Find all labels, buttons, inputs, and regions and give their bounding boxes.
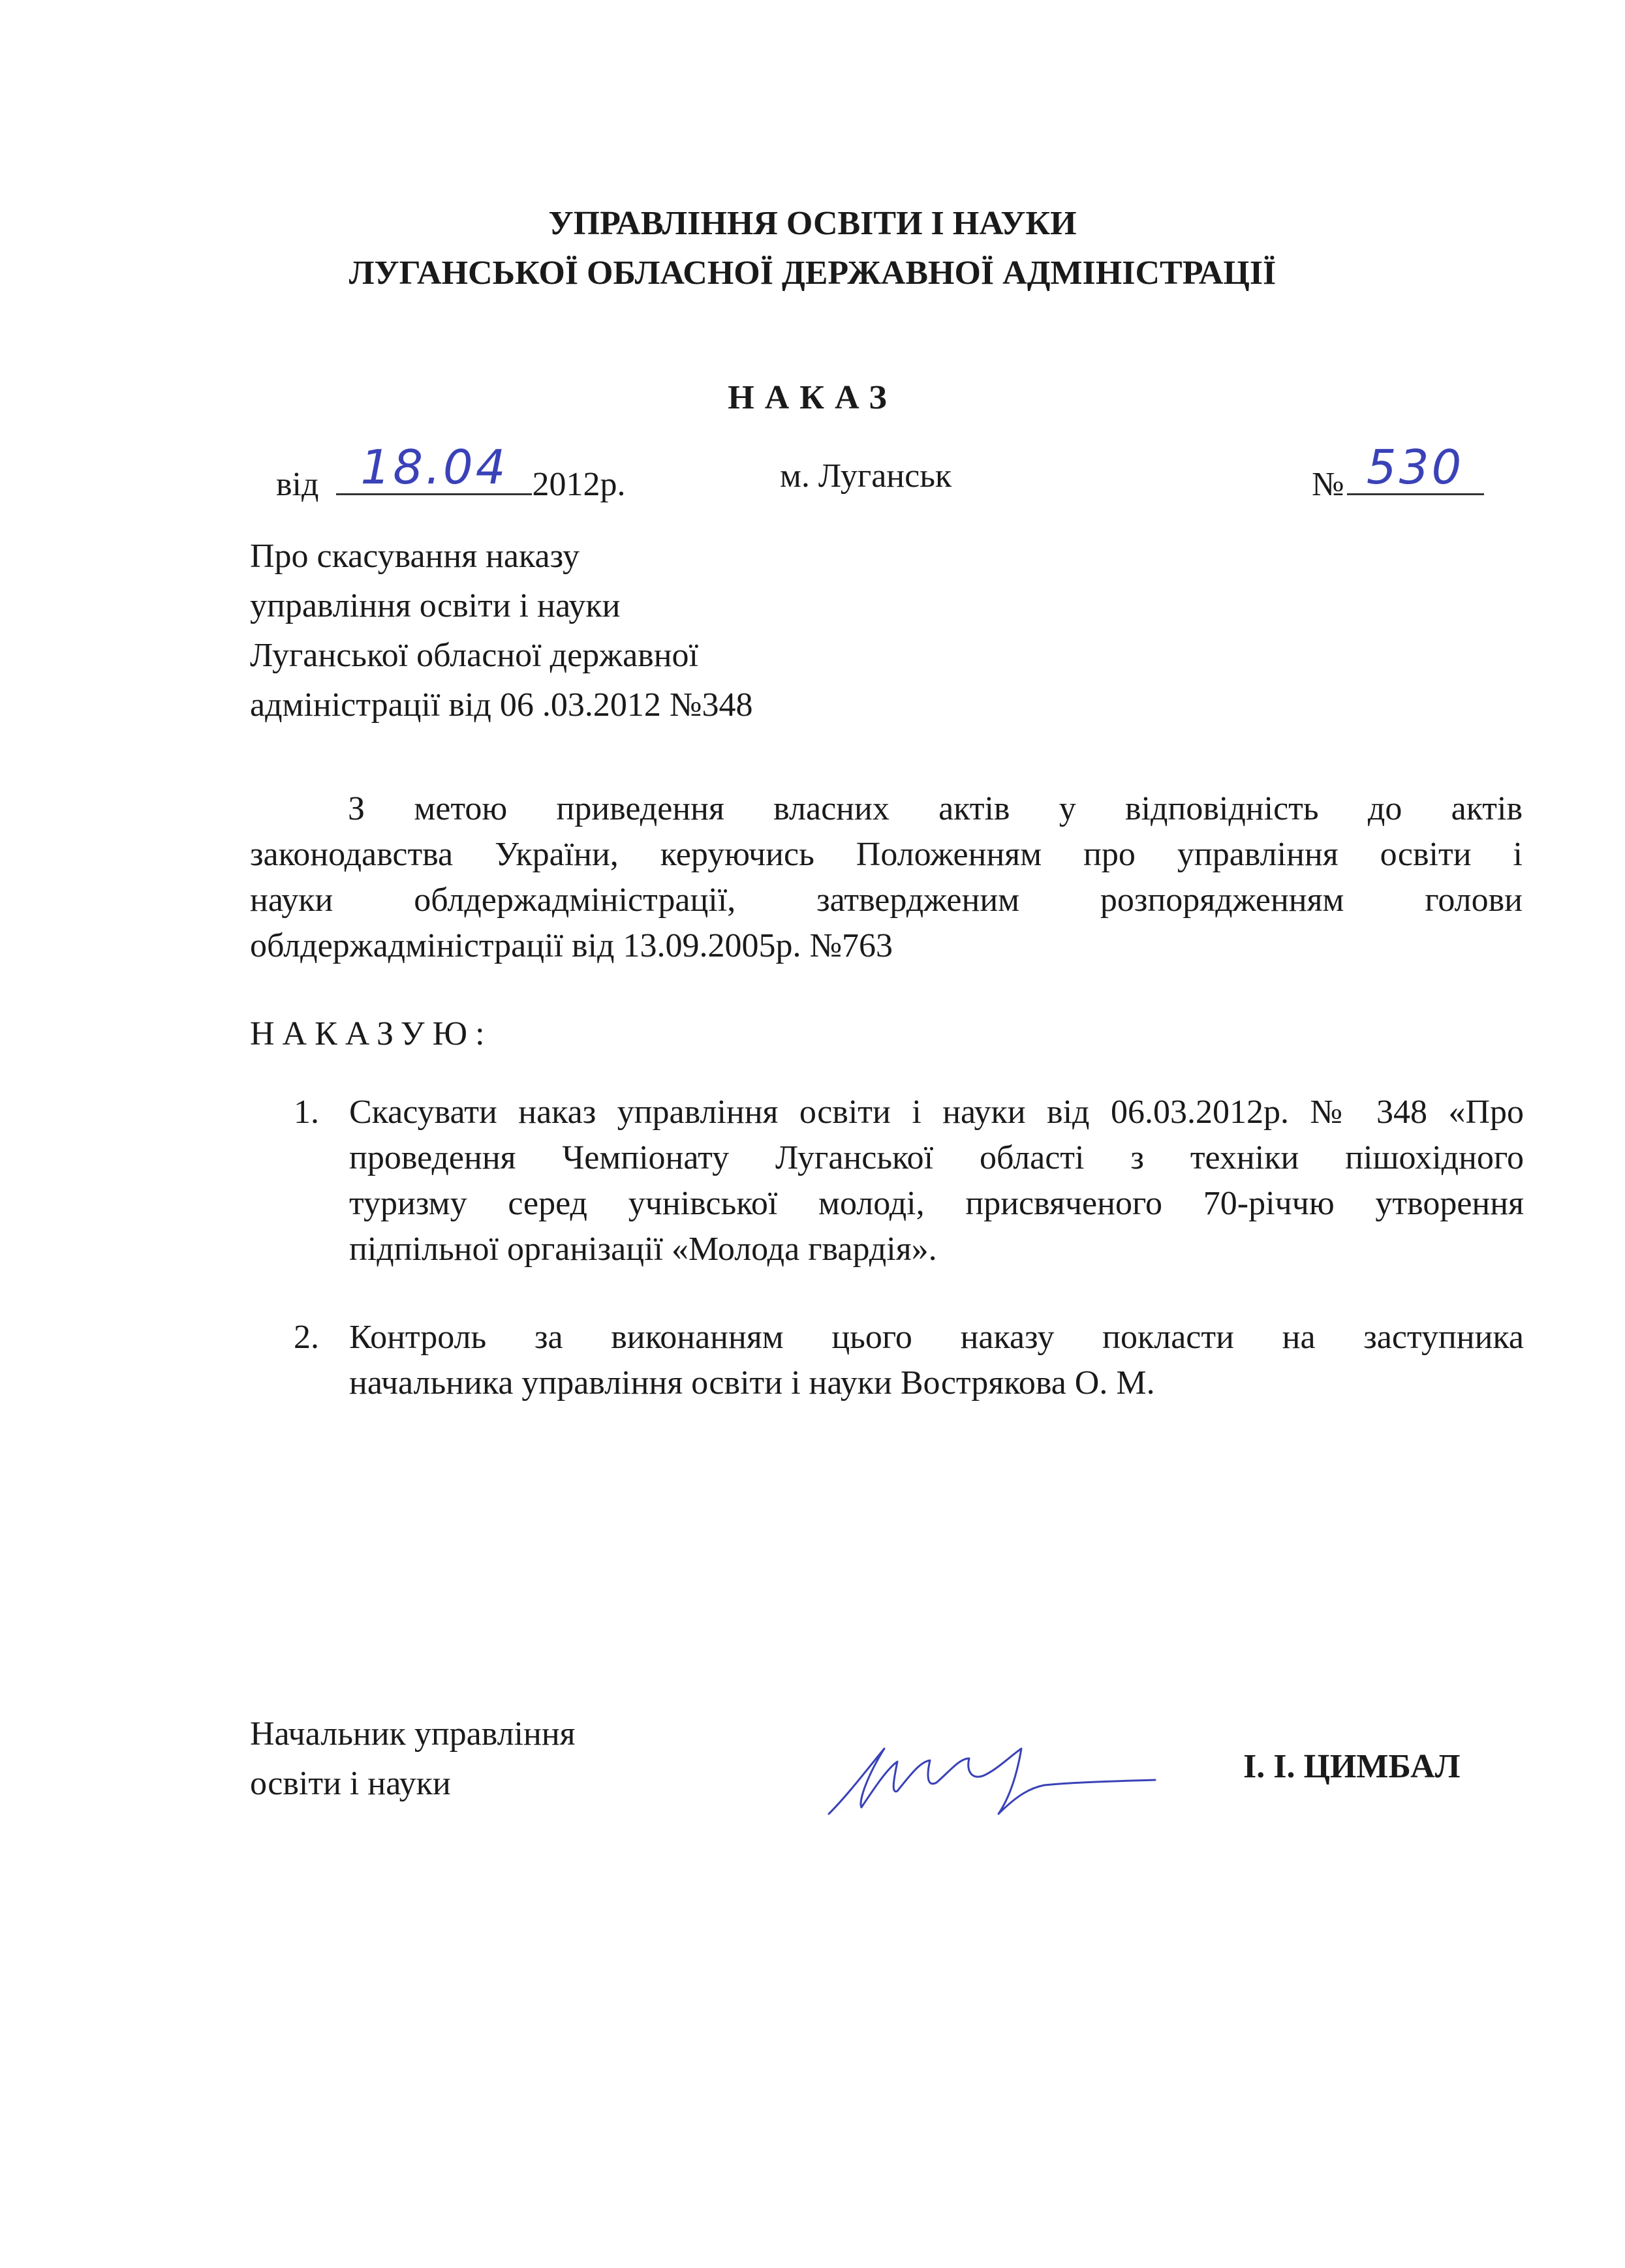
position-line: Начальник управління — [250, 1715, 576, 1753]
org-header-line1: УПРАВЛІННЯ ОСВІТИ І НАУКИ — [548, 205, 1077, 242]
position-line: освіти і науки — [250, 1765, 451, 1802]
handwritten-signature — [822, 1723, 1162, 1827]
order-item — [294, 1090, 1524, 1272]
number-label: № — [1312, 466, 1344, 503]
item-text — [349, 1090, 1524, 1272]
subject-line: адміністрації від 06 .03.2012 №348 — [250, 686, 753, 724]
handwritten-number: 530 — [1366, 440, 1464, 495]
date-year: 2012р. — [532, 466, 626, 503]
signatory-position — [250, 1709, 576, 1809]
handwritten-date: 18.04 — [360, 440, 508, 495]
item-line: туризму серед учнівської молоді, присвяченого 70-річчю утворення — [349, 1185, 1524, 1222]
item-number: 1. — [294, 1094, 319, 1131]
preamble-line: науки облдержадміністрації, затвердженим розпорядженням голови — [250, 881, 1523, 919]
order-word: НАКАЗУЮ: — [250, 1015, 493, 1052]
preamble-line: З метою приведення власних актів у відповідність до актів — [348, 790, 1523, 827]
subject-block — [250, 532, 752, 730]
org-header — [0, 199, 1625, 298]
preamble — [250, 786, 1523, 969]
document-title: НАКАЗ — [728, 379, 897, 416]
item-line: Контроль за виконанням цього наказу покласти на заступника — [349, 1319, 1524, 1356]
org-header-line2: ЛУГАНСЬКОЇ ОБЛАСНОЇ ДЕРЖАВНОЇ АДМІНІСТРАЦІЇ — [348, 254, 1277, 292]
subject-line: Про скасування наказу — [250, 538, 580, 575]
subject-line: Луганської обласної державної — [250, 637, 698, 674]
item-text — [349, 1315, 1524, 1406]
preamble-line: облдержадміністрації від 13.09.2005р. №763 — [250, 927, 893, 964]
date-line — [276, 440, 626, 504]
item-number: 2. — [294, 1319, 319, 1356]
preamble-line: законодавства України, керуючись Положенням про управління освіти і — [250, 836, 1523, 873]
date-blank — [336, 440, 532, 495]
city: м. Луганськ — [780, 457, 952, 495]
item-line: підпільної організації «Молода гвардія». — [349, 1231, 937, 1268]
item-line: Скасувати наказ управління освіти і науки від 06.03.2012р. № 348 «Про — [349, 1094, 1524, 1131]
date-label: від — [276, 466, 319, 503]
order-item — [294, 1315, 1524, 1406]
item-line: проведення Чемпіонату Луганської області з техніки пішохідного — [349, 1139, 1524, 1176]
number-blank — [1347, 440, 1484, 495]
number-line — [1312, 440, 1484, 504]
item-line: начальника управління освіти і науки Вострякова О. М. — [349, 1364, 1155, 1402]
signatory-name: І. І. ЦИМБАЛ — [1243, 1748, 1461, 1785]
subject-line: управління освіти і науки — [250, 587, 621, 624]
signature-stroke — [829, 1749, 1155, 1814]
